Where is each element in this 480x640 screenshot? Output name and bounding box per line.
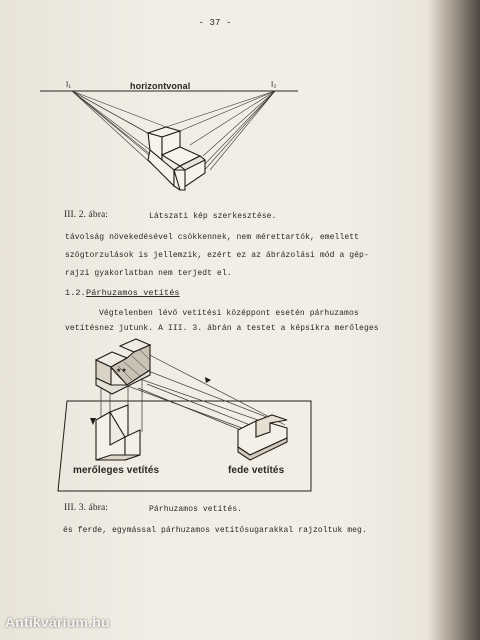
- figure2-caption-id: III. 3. ábra:: [64, 503, 109, 513]
- label-oblique-projection: fede vetítés: [228, 465, 285, 476]
- paragraph3-line-1: és ferde, egymással párhuzamos vetítősugarakkal rajzoltuk meg.: [63, 526, 367, 535]
- star-mark: ★★: [116, 368, 127, 374]
- arrowhead: [90, 418, 96, 425]
- left-vanishing-point-label: I₁: [66, 80, 72, 89]
- horizon-label: horizontvonal: [130, 81, 191, 91]
- paragraph1-line-1: távolság növekedésével csökkennek, nem mérettartók, emellett: [65, 233, 360, 242]
- paragraph1-line-3: rajzi gyakorlatban nem terjedt el.: [65, 269, 232, 278]
- paragraph2-line-1: Végtelenben lévő vetítési középpont esetén párhuzamos: [99, 309, 359, 318]
- label-orthogonal-projection: merőleges vetítés: [73, 465, 160, 476]
- paragraph1-line-2: szögtorzulások is jellemzik, ezért ez az ábrázolási mód a gép-: [65, 251, 369, 260]
- arrowhead: [205, 377, 211, 383]
- oblique-projection-shape: [238, 415, 287, 460]
- section-number: 1.2.: [65, 288, 86, 298]
- paragraph2-line-2: vetítésnez jutunk. A III. 3. ábrán a testet a képsíkra merőleges: [65, 324, 379, 333]
- figure1-caption-id: III. 2. ábra:: [64, 210, 109, 220]
- orthogonal-projection-shape: [96, 405, 140, 460]
- section-title: Párhuzamos vetítés: [86, 288, 180, 298]
- right-vanishing-point-label: I₂: [271, 80, 277, 89]
- watermark-logo: Antikvárium.hu: [5, 614, 110, 630]
- page-number: - 37 -: [198, 18, 232, 28]
- figure2-caption-text: Párhuzamos vetítés.: [149, 505, 243, 514]
- figure1-caption-text: Látszati kép szerkesztése.: [149, 212, 277, 221]
